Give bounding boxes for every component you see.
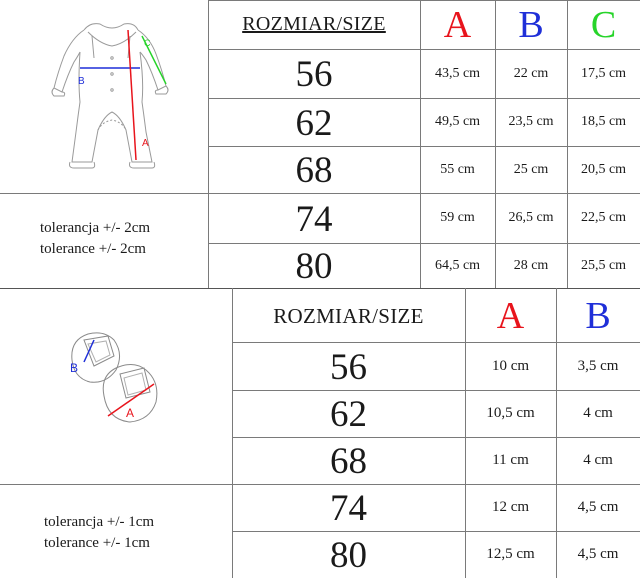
- size-value: 74: [330, 488, 367, 529]
- size-value: 56: [295, 54, 333, 95]
- romper-diagram-icon: [42, 12, 192, 172]
- column-a-header: A: [443, 3, 472, 46]
- column-a-header: A: [496, 295, 525, 337]
- measure-a: 10 cm: [491, 357, 530, 374]
- tolerance-en: tolerance +/- 1cm: [44, 535, 150, 551]
- tolerance-pl: tolerancja +/- 1cm: [44, 514, 155, 530]
- measure-a: 11 cm: [492, 452, 529, 468]
- tolerance-en: tolerance +/- 2cm: [40, 241, 146, 257]
- measure-b: 4,5 cm: [577, 546, 619, 562]
- booties-diagram-icon: [64, 326, 174, 426]
- label-b: B: [70, 361, 79, 375]
- size-value: 68: [295, 150, 333, 191]
- size-value: 74: [295, 198, 333, 240]
- label-c: C: [144, 38, 151, 48]
- size-value: 80: [295, 246, 333, 287]
- label-a: A: [126, 406, 135, 420]
- measure-b: 25 cm: [513, 161, 549, 177]
- measure-a: 64,5 cm: [434, 257, 481, 273]
- measure-a: 55 cm: [440, 161, 475, 177]
- measure-b: 3,5 cm: [577, 357, 619, 374]
- measure-b: 28 cm: [513, 257, 549, 273]
- size-value: 62: [330, 394, 367, 435]
- measure-a: 43,5 cm: [434, 65, 481, 81]
- measure-c: 20,5 cm: [580, 161, 627, 177]
- measure-b: 23,5 cm: [508, 114, 554, 129]
- size-header: ROZMIAR/SIZE: [273, 303, 424, 328]
- tolerance-note: [44, 512, 154, 554]
- section-divider: [0, 288, 640, 289]
- size-value: 80: [330, 535, 367, 576]
- column-b-header: B: [518, 3, 544, 46]
- measure-a: 12 cm: [491, 499, 530, 515]
- measure-c: 22,5 cm: [580, 210, 627, 225]
- measure-b: 4 cm: [583, 405, 613, 421]
- measure-b: 22 cm: [513, 65, 549, 81]
- size-value: 56: [330, 346, 367, 388]
- measure-b: 26,5 cm: [508, 210, 554, 225]
- column-b-header: B: [585, 295, 611, 337]
- measure-a: 12,5 cm: [486, 546, 535, 562]
- measure-c: 17,5 cm: [580, 65, 627, 81]
- label-a: A: [142, 138, 149, 149]
- measure-b: 4,5 cm: [577, 499, 619, 515]
- label-b: B: [78, 76, 85, 87]
- measure-a: 10,5 cm: [486, 405, 535, 421]
- size-header: ROZMIAR/SIZE: [242, 13, 386, 35]
- tolerance-pl: tolerancja +/- 2cm: [40, 220, 151, 236]
- measure-a: 59 cm: [440, 210, 475, 225]
- column-c-header: C: [590, 3, 617, 46]
- measure-c: 25,5 cm: [580, 257, 627, 273]
- measure-c: 18,5 cm: [580, 114, 627, 129]
- measure-b: 4 cm: [583, 452, 613, 468]
- tolerance-note: [40, 218, 150, 260]
- measure-a: 49,5 cm: [434, 114, 481, 129]
- size-value: 62: [295, 102, 333, 144]
- size-value: 68: [330, 441, 367, 482]
